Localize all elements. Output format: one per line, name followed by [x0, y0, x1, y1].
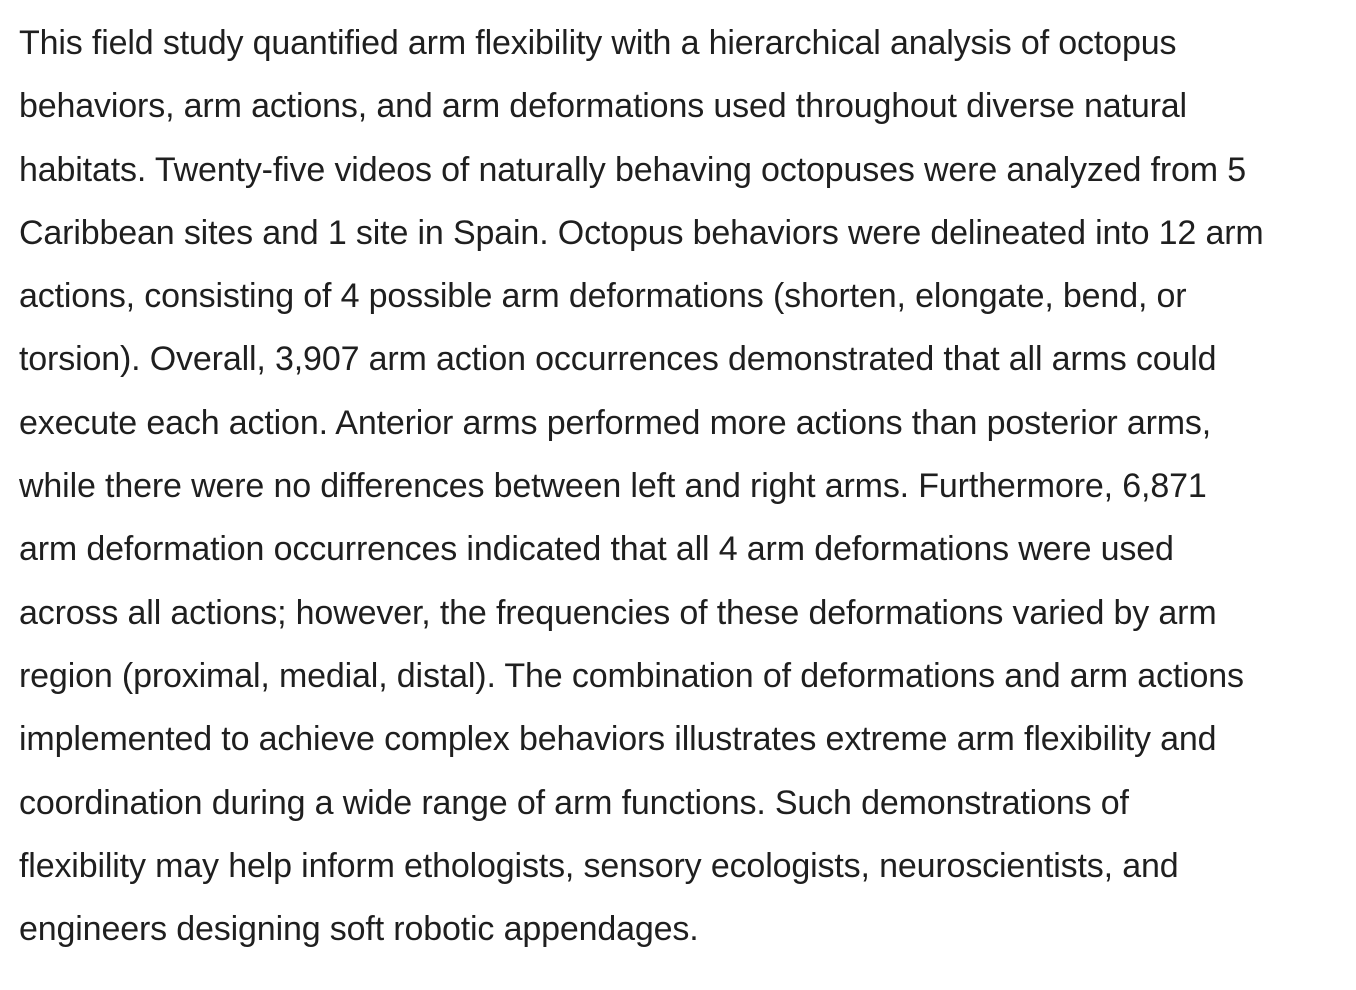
abstract-paragraph [19, 12, 1349, 961]
abstract-line: behaviors, arm actions, and arm deformations used throughout diverse natural [19, 87, 1187, 126]
abstract-line: arm deformation occurrences indicated that all 4 arm deformations were used [19, 530, 1174, 569]
abstract-line: torsion). Overall, 3,907 arm action occurrences demonstrated that all arms could [19, 340, 1217, 379]
abstract-line: region (proximal, medial, distal). The combination of deformations and arm actions [19, 656, 1244, 695]
abstract-line: while there were no differences between left and right arms. Furthermore, 6,871 [19, 467, 1207, 506]
abstract-line: actions, consisting of 4 possible arm deformations (shorten, elongate, bend, or [19, 277, 1187, 316]
abstract-line: This field study quantified arm flexibility with a hierarchical analysis of octopus [19, 24, 1177, 62]
abstract-line: Caribbean sites and 1 site in Spain. Octopus behaviors were delineated into 12 arm [19, 213, 1264, 252]
abstract-line: engineers designing soft robotic appendages. [19, 910, 699, 949]
abstract-line: coordination during a wide range of arm functions. Such demonstrations of [19, 783, 1129, 822]
abstract-line: across all actions; however, the frequencies of these deformations varied by arm [19, 593, 1217, 632]
abstract-line: habitats. Twenty-five videos of naturally behaving octopuses were analyzed from 5 [19, 150, 1247, 189]
abstract-line: implemented to achieve complex behaviors illustrates extreme arm flexibility and [19, 720, 1217, 759]
abstract-line: execute each action. Anterior arms performed more actions than posterior arms, [19, 403, 1212, 442]
abstract-line: flexibility may help inform ethologists, sensory ecologists, neuroscientists, and [19, 846, 1179, 885]
